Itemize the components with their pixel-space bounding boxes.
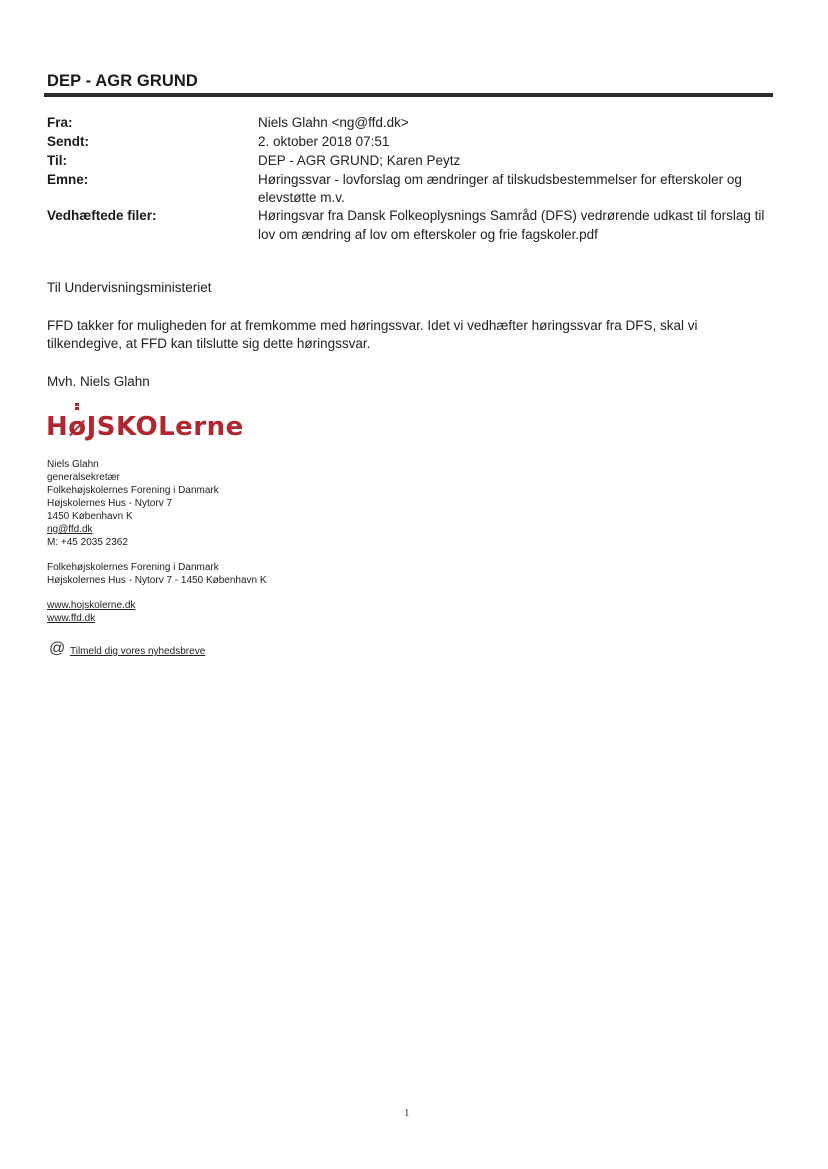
body-paragraph-line-2: tilkendegive, at FFD kan tilslutte sig dette høringssvar. [47, 336, 371, 351]
body-paragraph-line-1: FFD takker for muligheden for at fremkomme med høringssvar. Idet vi vedhæfter høringssvar fra DFS, skal vi [47, 318, 698, 333]
subject-line-2: elevstøtte m.v. [258, 190, 345, 205]
attachments-label: Vedhæftede filer: [47, 208, 157, 223]
to-value: DEP - AGR GRUND; Karen Peytz [258, 153, 461, 168]
to-label: Til: [47, 153, 67, 168]
signature-org-2: Folkehøjskolernes Forening i Danmark [47, 562, 219, 573]
newsletter-signup-link[interactable]: Tilmeld dig vores nyhedsbreve [70, 646, 206, 657]
web-link-row-2 [47, 613, 95, 626]
signature-address-2: 1450 København K [47, 511, 133, 522]
signature-phone: M: +45 2035 2362 [47, 537, 128, 548]
web-link-row-1 [47, 600, 135, 613]
page-number: 1 [404, 1107, 410, 1119]
signature-email-row [47, 524, 93, 537]
sent-value: 2. oktober 2018 07:51 [258, 134, 390, 149]
signature-address-1: Højskolernes Hus - Nytorv 7 [47, 498, 173, 509]
title-rule [44, 93, 773, 97]
greeting: Til Undervisningsministeriet [47, 280, 212, 295]
signature-address-full: Højskolernes Hus - Nytorv 7 - 1450 København K [47, 575, 267, 586]
subject-line-1: Høringssvar - lovforslag om ændringer af tilskudsbestemmelser for efterskoler og [258, 172, 742, 187]
from-value: Niels Glahn <ng@ffd.dk> [258, 115, 409, 130]
attachment-line-1[interactable]: Høringsvar fra Dansk Folkeoplysnings Samråd (DFS) vedrørende udkast til forslag til [258, 208, 765, 223]
ffd-web-link[interactable]: www.ffd.dk [47, 613, 96, 624]
subject-label: Emne: [47, 172, 89, 187]
at-icon: @ [49, 640, 66, 657]
signature-role: generalsekretær [47, 472, 120, 483]
signature-org: Folkehøjskolernes Forening i Danmark [47, 485, 219, 496]
signature-name: Niels Glahn [47, 459, 99, 470]
hojskolerne-web-link[interactable]: www.hojskolerne.dk [47, 600, 136, 611]
hojskolerne-logo: HøJSKOLerne [46, 412, 244, 442]
attachment-line-2[interactable]: lov om ændring af lov om efterskoler og frie fagskoler.pdf [258, 227, 598, 242]
page-title: DEP - AGR GRUND [47, 72, 198, 90]
from-label: Fra: [47, 115, 73, 130]
sent-label: Sendt: [47, 134, 89, 149]
closing: Mvh. Niels Glahn [47, 374, 150, 389]
signature-email-link[interactable]: ng@ffd.dk [47, 524, 93, 535]
